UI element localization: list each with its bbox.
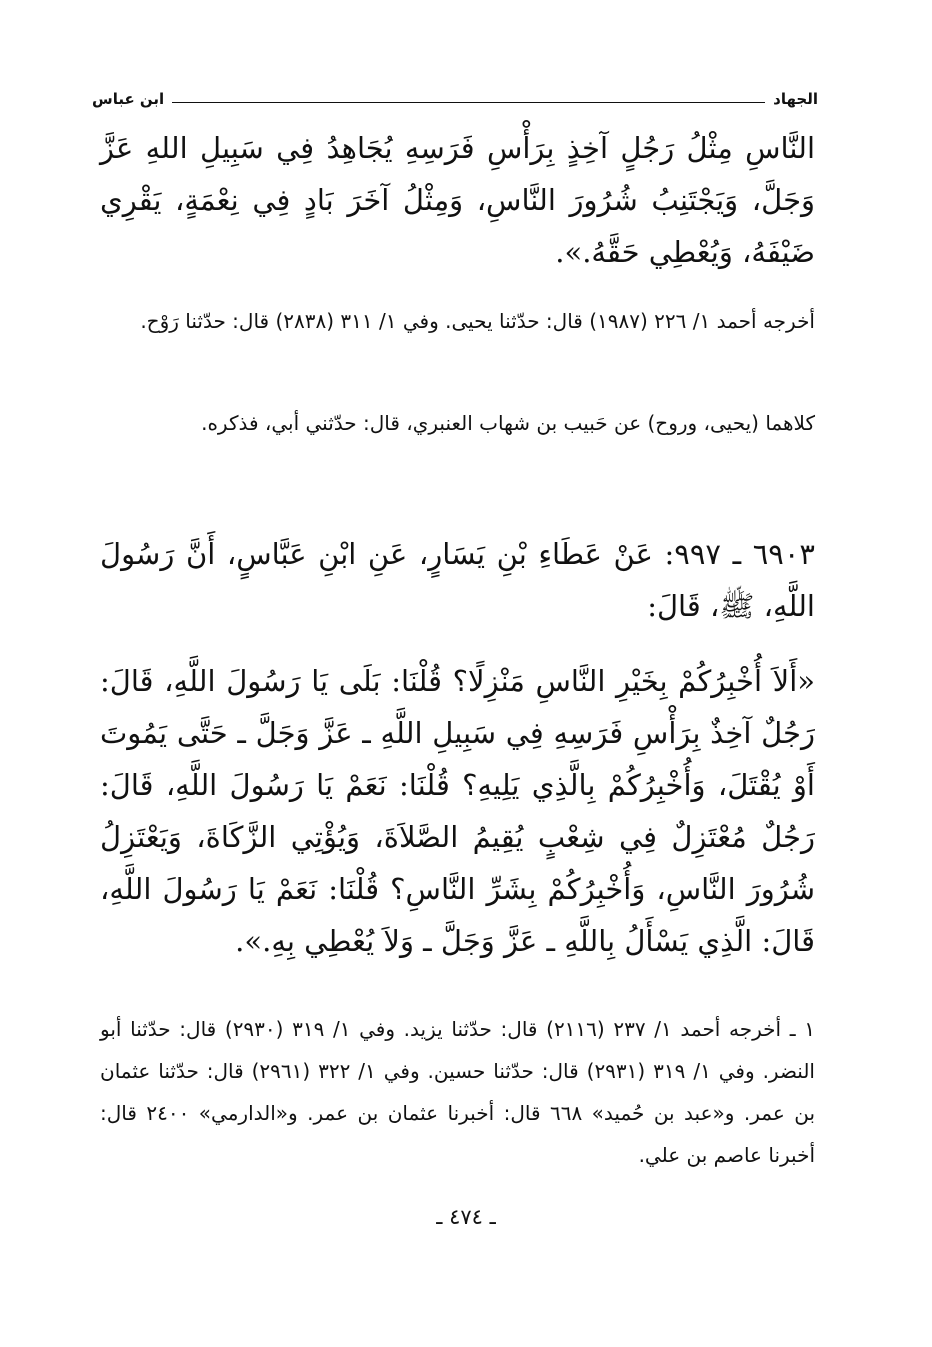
takhrij-main: ١ ـ أخرجه أحمد ١/ ٢٣٧ (٢١١٦) قال: حدّثنا يزيد. وفي ١/ ٣١٩ (٢٩٣٠) قال: حدّثنا أبو النضر. وفي ١/ ٣١٩ (٢٩٣١) قال: حدّثنا حسين. وفي ١/ ٣٢٢ (٢٩٦١) قال: حدّثنا عثمان بن عمر. و«عبد بن حُميد» ٦٦٨ قال: أخبرنا عثمان بن عمر. و«الدارمي» ٢٤٠٠ قال: أخبرنا عاصم بن علي.	[100, 1017, 816, 1167]
hadith-continuation: النَّاسِ مِثْلُ رَجُلٍ آخِذٍ بِرَأْسِ فَرَسِهِ يُجَاهِدُ فِي سَبِيلِ اللهِ عَزَّ وَجَلَّ، وَيَجْتَنِبُ شُرُورَ النَّاسِ، وَمِثْلُ آخَرَ بَادٍ فِي نِعْمَةٍ، يَقْرِي ضَيْفَهُ، وَيُعْطِي حَقَّهُ.».	[100, 131, 815, 269]
page-number: ـ ٤٧٤ ـ	[436, 1205, 496, 1229]
takhrij-previous-line-1: أخرجه أحمد ١/ ٢٢٦ (١٩٨٧) قال: حدّثنا يحيى. وفي ١/ ٣١١ (٢٨٣٨) قال: حدّثنا رَوْح.	[140, 309, 815, 333]
takhrij-previous-line-2: كلاهما (يحيى، وروح) عن حَبيب بن شهاب العنبري، قال: حدّثني أبي، فذكره.	[201, 411, 815, 435]
header-rule	[172, 102, 765, 103]
hadith-matn: «أَلاَ أُخْبِرُكُمْ بِخَيْرِ النَّاسِ مَنْزِلًا؟ قُلْنَا: بَلَى يَا رَسُولَ اللَّهِ، قَالَ: رَجُلٌ آخِذٌ بِرَأْسِ فَرَسِهِ فِي سَبِيلِ اللَّهِ ـ عَزَّ وَجَلَّ ـ حَتَّى يَمُوتَ أَوْ يُقْتَلَ، وَأُخْبِرُكُمْ بِالَّذِي يَلِيهِ؟ قُلْنَا: نَعَمْ يَا رَسُولَ اللَّهِ، قَالَ: رَجُلٌ مُعْتَزِلٌ فِي شِعْبٍ يُقِيمُ الصَّلاَةَ، وَيُؤْتِي الزَّكَاةَ، وَيَعْتَزِلُ شُرُورَ النَّاسِ، وَأُخْبِرُكُمْ بِشَرِّ النَّاسِ؟ قُلْنَا: نَعَمْ يَا رَسُولَ اللَّهِ، قَالَ: الَّذِي يَسْأَلُ بِاللَّهِ ـ عَزَّ وَجَلَّ ـ وَلاَ يُعْطِي بِهِ.».	[100, 664, 815, 958]
running-header	[92, 84, 818, 114]
narrator-title: ابن عباس	[92, 90, 165, 108]
hadith-isnad: ٦٩٠٣ ـ ٩٩٧: عَنْ عَطَاءِ بْنِ يَسَارٍ، عَنِ ابْنِ عَبَّاسٍ، أَنَّ رَسُولَ اللَّهِ، ﷺ، قَالَ:	[100, 537, 815, 623]
chapter-title: الجهاد	[773, 90, 818, 108]
